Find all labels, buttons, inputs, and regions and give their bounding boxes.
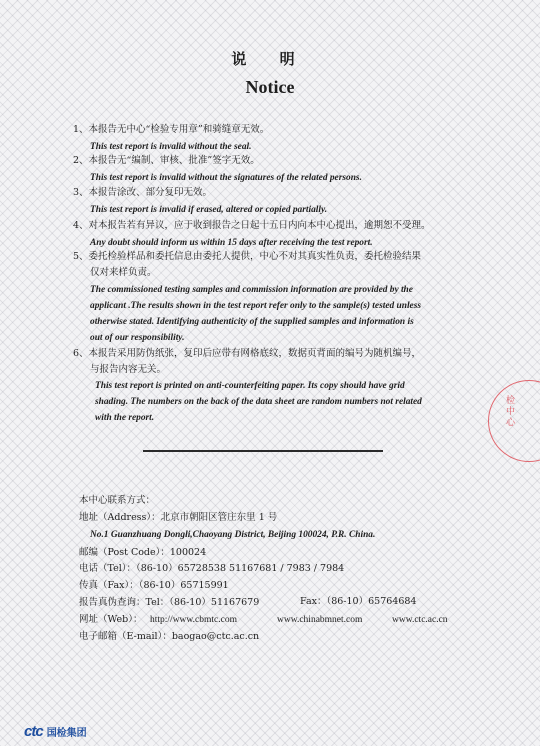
notice-2-cn: 2、本报告无“编制、审核、批准”签字无效。	[73, 155, 260, 166]
notice-5-en: otherwise stated. Identifying authenticity of the supplied samples and information is	[90, 317, 414, 327]
contact-web-link-1[interactable]: http://www.cbmtc.com	[150, 615, 237, 625]
separator-rule	[143, 450, 383, 452]
notice-1-en: This test report is invalid without the seal.	[90, 142, 252, 152]
notice-6-cn: 与报告内容无关。	[90, 364, 167, 375]
notice-3-en: This test report is invalid if erased, altered or copied partially.	[90, 205, 328, 215]
notice-2-en: This test report is invalid without the signatures of the related persons.	[90, 173, 362, 183]
title-cn: 说 明	[231, 50, 309, 68]
contact-address-cn: 地址（Address）：北京市朝阳区管庄东里 1 号	[79, 512, 278, 523]
notice-5-cn: 仅对来样负责。	[90, 267, 157, 278]
notice-1-cn: 1、本报告无中心“检验专用章”和骑缝章无效。	[73, 124, 270, 135]
notice-5-en: out of our responsibility.	[90, 333, 185, 343]
ctc-logo-mark: ctc	[24, 723, 43, 740]
notice-4-cn: 4、对本报告若有异议，应于收到报告之日起十五日内向本中心提出，逾期恕不受理。	[73, 220, 431, 231]
contact-address-en: No.1 Guanzhuang Dongli,Chaoyang District, Beijing 100024, P.R. China.	[90, 530, 376, 540]
notice-5-cn: 5、委托检验样品和委托信息由委托人提供，中心不对其真实性负责，委托检验结果	[73, 251, 422, 262]
contact-heading: 本中心联系方式：	[79, 495, 156, 506]
title-en: Notice	[245, 77, 295, 97]
contact-web-label: 网址（Web）：	[79, 614, 143, 625]
contact-postcode: 邮编（Post Code）：100024	[79, 547, 207, 558]
contact-web-link-2[interactable]: www.chinabmnet.com	[277, 615, 363, 625]
contact-web-link-3[interactable]: www.ctc.ac.cn	[392, 615, 448, 625]
contact-verify-tel: 报告真伪查询：Tel：（86-10）51167679	[79, 597, 260, 608]
notice-3-cn: 3、本报告涂改、部分复印无效。	[73, 187, 213, 198]
notice-6-en: This test report is printed on anti-counterfeiting paper. Its copy should have grid	[95, 381, 405, 391]
notice-6-en: shading. The numbers on the back of the data sheet are random numbers not related	[95, 397, 422, 407]
ctc-logo	[24, 723, 87, 740]
notice-5-en: applicant .The results shown in the test report refer only to the sample(s) tested unless	[90, 301, 422, 311]
contact-fax: 传真（Fax）：（86-10）65715991	[79, 580, 229, 591]
notice-6-cn: 6、本报告采用防伪纸张，复印后应带有网格底纹，数据页背面的编号为随机编号，	[73, 348, 422, 359]
notice-6-en: with the report.	[95, 413, 155, 423]
ctc-logo-text: 国检集团	[46, 728, 87, 739]
contact-verify-fax: Fax：（86-10）65764684	[300, 596, 417, 607]
red-seal-stamp	[488, 380, 540, 462]
notice-5-en: The commissioned testing samples and commission information are provided by the	[90, 285, 413, 295]
contact-tel: 电话（Tel）：（86-10）65728538 51167681 / 7983 / 7984	[79, 563, 345, 574]
contact-email: 电子邮箱（E-mail）：baogao@ctc.ac.cn	[79, 631, 260, 642]
seal-text: 检中心	[504, 395, 514, 428]
notice-4-en: Any doubt should inform us within 15 days after receiving the test report.	[90, 238, 373, 248]
